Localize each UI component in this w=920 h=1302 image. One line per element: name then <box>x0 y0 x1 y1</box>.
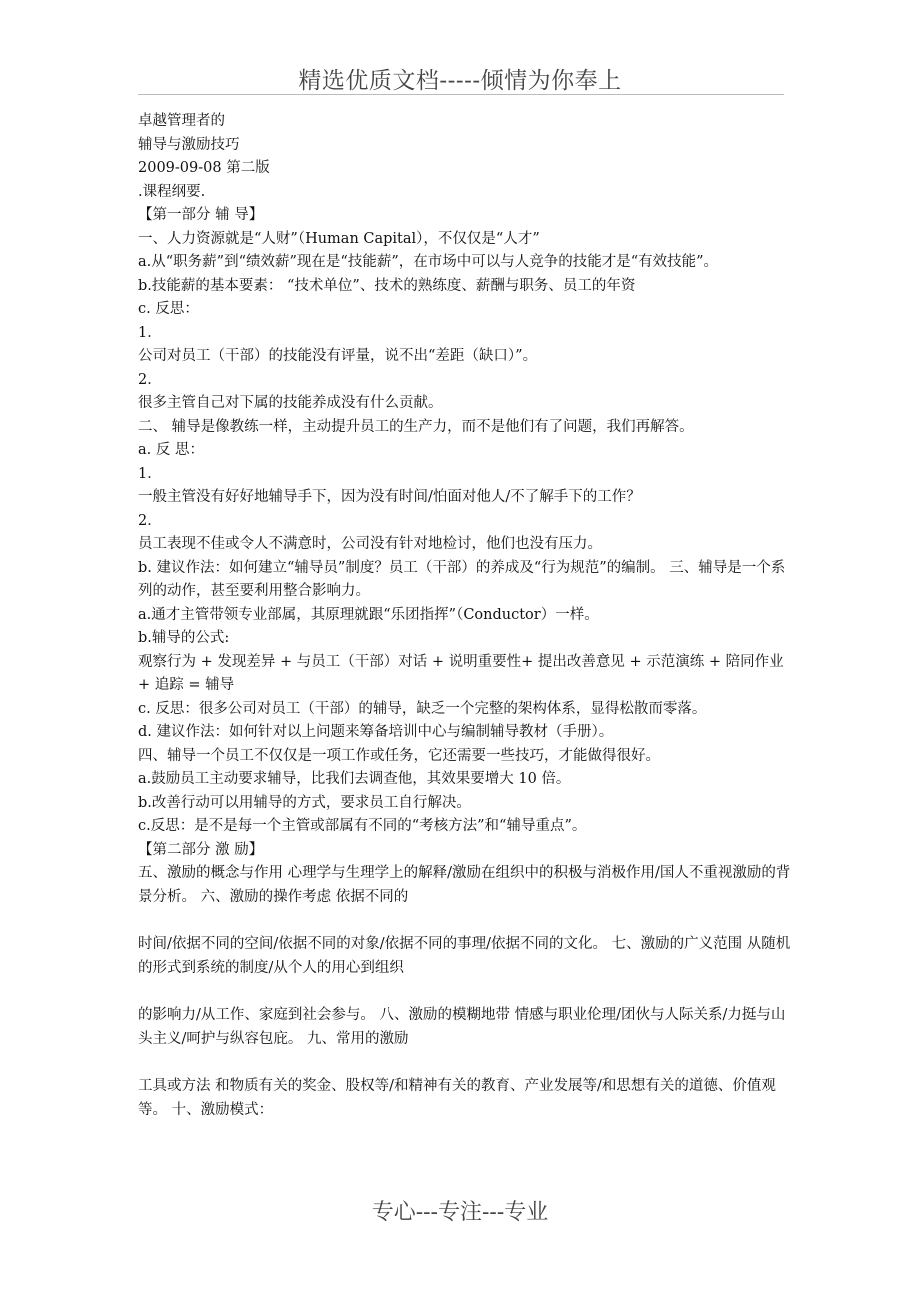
text-line: b.辅导的公式: <box>138 630 230 646</box>
text-line: 一般主管没有好好地辅导手下，因为没有时间/怕面对他人/不了解手下的工作？ <box>138 489 641 505</box>
text-line: 时间/依据不同的空间/依据不同的对象/依据不同的事理/依据不同的文化。 七、激励的广义范围 从随机的形式到系统的制度/从个人的用心到组织 <box>138 936 791 976</box>
text-line: 2009-09-08 第二版 <box>138 160 270 176</box>
text-line: 员工表现不佳或令人不满意时，公司没有针对地检讨，他们也没有压力。 <box>138 536 602 552</box>
text-line: b. 建议作法：如何建立“辅导员”制度？员工（干部）的养成及“行为规范”的编制。 三、辅导是一个系列的动作，甚至要利用整合影响力。 <box>138 559 786 599</box>
text-line: 辅导与激励技巧 <box>138 136 240 153</box>
text-line: d. 建议作法：如何针对以上问题来筹备培训中心与编制辅导教材（手册）。 <box>138 724 614 740</box>
text-line: a.通才主管带领专业部属，其原理就跟“乐团指挥”（Conductor）一样。 <box>138 606 599 623</box>
section-heading: 【第二部分 激 励】 <box>138 841 264 858</box>
paragraph-gap <box>138 909 798 933</box>
text-line: c.反思：是不是每一个主管或部属有不同的“考核方法”和“辅导重点”。 <box>138 818 587 834</box>
paragraph-gap <box>138 980 798 1004</box>
text-line: 2． <box>138 512 162 529</box>
text-line: 观察行为 + 发现差异 + 与员工（干部）对话 + 说明重要性+ 提出改善意见 + 示范演练 + 陪同作业 + 追踪 = 辅导 <box>138 653 784 693</box>
paragraph-gap <box>138 1051 798 1075</box>
document-body <box>138 110 798 1122</box>
text-line: b.改善行动可以用辅导的方式，要求员工自行解决。 <box>138 794 471 811</box>
text-line: a. 反 思： <box>138 442 204 458</box>
text-line: 公司对员工（干部）的技能没有评量，说不出“差距（缺口）”。 <box>138 348 538 364</box>
text-line: 二、 辅导是像教练一样，主动提升员工的生产力，而不是他们有了问题，我们再解答。 <box>138 418 694 435</box>
text-line: c. 反思： <box>138 301 199 317</box>
text-line: 五、激励的概念与作用 心理学与生理学上的解释/激励在组织中的积极与消极作用/国人不重视激励的背景分析。 六、激励的操作考虑 依据不同的 <box>138 865 791 905</box>
text-line: b.技能薪的基本要素： “技术单位”、技术的熟练度、薪酬与职务、员工的年资 <box>138 277 636 294</box>
header-divider <box>138 94 784 95</box>
text-line: a.鼓励员工主动要求辅导，比我们去调查他，其效果要增大 10 倍。 <box>138 771 571 787</box>
text-line: 一、人力资源就是“人财”（Human Capital），不仅仅是“人才” <box>138 230 540 247</box>
page-header: 精选优质文档-----倾情为你奉上 <box>298 68 622 94</box>
page-footer: 专心---专注---专业 <box>371 1200 549 1225</box>
text-line: c. 反思：很多公司对员工（干部）的辅导，缺乏一个完整的架构体系，显得松散而零落。 <box>138 700 707 717</box>
text-line: 四、辅导一个员工不仅仅是一项工作或任务，它还需要一些技巧，才能做得很好。 <box>138 747 660 764</box>
text-line: a.从“职务薪”到“绩效薪”现在是“技能薪”，在市场中可以与人竞争的技能才是“有效技能”。 <box>138 254 719 270</box>
text-line: 2． <box>138 371 162 388</box>
text-line: 1． <box>138 465 162 482</box>
text-line: 工具或方法 和物质有关的奖金、股权等/和精神有关的教育、产业发展等/和思想有关的道德、价值观等。 十、激励模式： <box>138 1078 776 1118</box>
text-line: 的影响力/从工作、家庭到社会参与。 八、激励的模糊地带 情感与职业伦理/团伙与人际关系/力挺与山头主义/呵护与纵容包庇。 九、常用的激励 <box>138 1007 786 1047</box>
text-line: 很多主管自己对下属的技能养成没有什么贡献。 <box>138 395 443 411</box>
section-heading: 【第一部分 辅 导】 <box>138 207 264 223</box>
text-line: .课程纲要. <box>138 183 206 200</box>
text-line: 卓越管理者的 <box>138 113 225 129</box>
text-line: 1． <box>138 324 162 341</box>
